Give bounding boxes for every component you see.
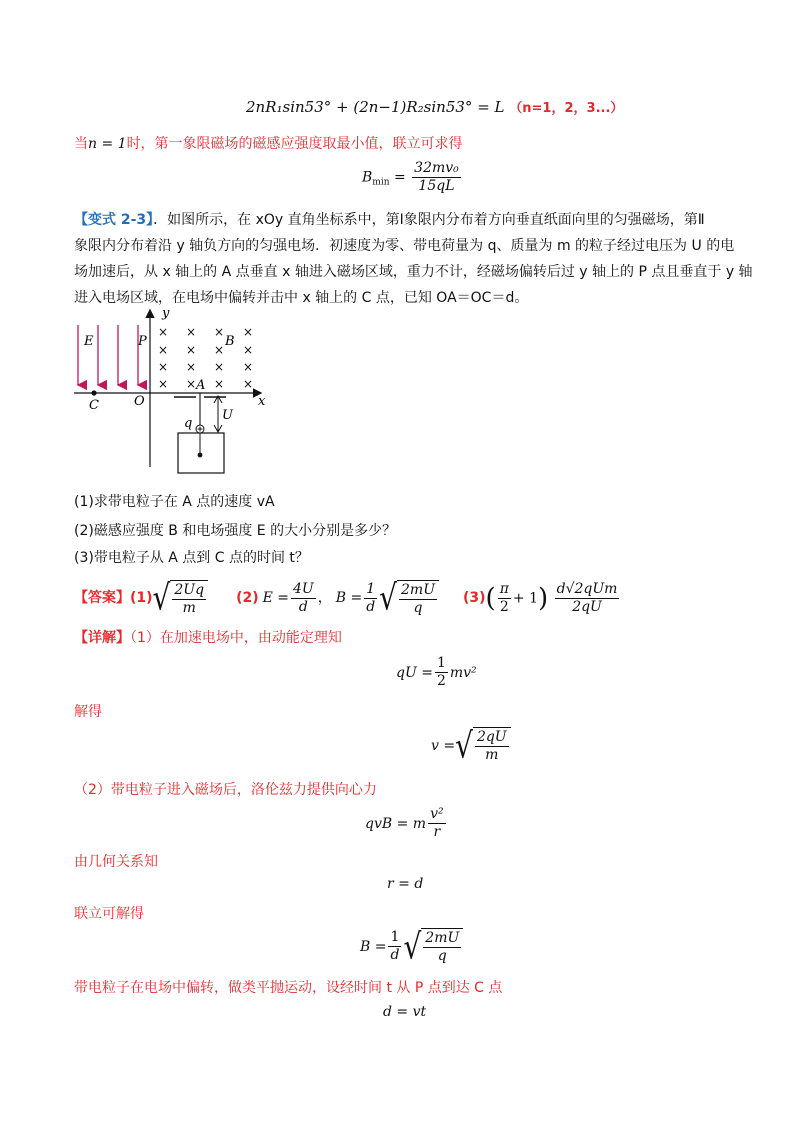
eq5-lhs: B = (360, 938, 387, 955)
label-c: C (89, 398, 99, 413)
bmin-fraction (412, 160, 461, 195)
field-x-mark: × (214, 360, 225, 374)
field-x-mark: × (158, 325, 169, 339)
field-x-mark: × (243, 360, 254, 374)
answer-p3-label: (3) (463, 590, 486, 606)
answer-p1-den: m (182, 599, 196, 616)
label-p: P (138, 334, 147, 349)
field-x-mark: × (186, 377, 197, 391)
field-x-mark: × (214, 325, 225, 339)
magnetic-field-marks (158, 325, 253, 391)
answer-tag: 【答案】 (74, 590, 130, 606)
equation-top-expr: 2nR₁sin53° + (2n−1)R₂sin53° = L (246, 98, 505, 116)
eq1-rhs: mv² (449, 664, 477, 681)
eq5-arg-den: q (437, 948, 447, 964)
answer-p1-num: 2Uq (174, 581, 205, 598)
answer-p2b-den: d (366, 598, 376, 615)
label-u: U (222, 408, 233, 423)
label-e: E (84, 334, 94, 349)
bmin-den: 15qL (418, 178, 455, 194)
answer-p2b-arg-den: q (413, 599, 423, 616)
detail-line-1 (74, 628, 342, 648)
detail-line-6: 带电粒子在电场中偏转，做类平抛运动，设经时间 t 从 P 点到达 C 点 (74, 980, 503, 996)
problem-line-3: 场加速后，从 x 轴上的 A 点垂直 x 轴进入磁场区域，重力不计，经磁场偏转后过 y 轴上的 P 点且垂直于 y 轴 (74, 264, 753, 280)
problem-line1-text: ．如图所示，在 xOy 直角坐标系中，第Ⅰ象限内分布着方向垂直纸面向里的匀强磁场，第Ⅱ (153, 212, 705, 228)
equation-top-note: （n=1，2，3...） (509, 101, 624, 116)
bmin-num: 32mv₀ (414, 160, 459, 176)
field-x-mark: × (243, 325, 254, 339)
field-x-mark: × (186, 325, 197, 339)
detail-s1: （1）在加速电场中，由动能定理知 (130, 630, 342, 646)
answer-p3-den: 2qU (572, 598, 602, 615)
answer-p2-label: (2) (236, 590, 259, 606)
answer-p2b-lhs: B = (335, 590, 363, 606)
eq2-den: m (485, 747, 499, 763)
question-2: (2)磁感应强度 B 和电场强度 E 的大小分别是多少？ (74, 523, 397, 539)
field-x-mark: × (186, 360, 197, 374)
answer-p3-plus: + 1 (512, 590, 538, 606)
bmin-lhs: B (362, 169, 373, 186)
equation-1 (396, 655, 477, 690)
eq1-num: 1 (436, 655, 446, 671)
problem-tag: 【变式 2-3】 (74, 212, 154, 228)
eq1-lhs: qU = (396, 664, 433, 681)
question-3: (3)带电粒子从 A 点到 C 点的时间 t？ (74, 550, 309, 566)
equation-3 (365, 806, 448, 841)
eq1-den: 2 (436, 673, 446, 689)
label-x: x (258, 394, 266, 409)
answer-p2b-num: 1 (364, 581, 377, 599)
eq5-arg-num: 2mU (425, 930, 460, 946)
problem-line-2: 象限内分布着沿 y 轴负方向的匀强电场．初速度为零、带电荷量为 q、质量为 m 的粒子经过电压为 U 的电 (74, 238, 735, 254)
physics-diagram (68, 305, 278, 480)
field-x-mark: × (158, 360, 169, 374)
answer-p3-expr: ( $\frac{\pi}{2}$ + 1) $\frac{\text{d√2qUm}}{2qU}$ (485, 580, 618, 615)
field-x-mark: × (243, 343, 254, 357)
answer-p2-lhs: E = (262, 590, 290, 606)
answer-p3-num: d√2qUm (556, 580, 618, 597)
eq2-num: 2qU (476, 729, 507, 745)
equation-4: r = d (387, 876, 424, 892)
label-a: A (196, 378, 206, 393)
equation-bmin: $B_{min}$ = $\frac{\text{32mv₀}}{15qL}$ (362, 160, 459, 194)
text-prefix: 当 (74, 136, 88, 152)
detail-line-3: （2）带电粒子进入磁场后，洛伦兹力提供向心力 (74, 782, 377, 798)
label-y: y (162, 306, 170, 321)
field-x-mark: × (158, 377, 169, 391)
equation-2: v = √ $\frac{2qU}{m}$ (431, 727, 511, 764)
eq3-lhs: qvB = m (365, 815, 427, 832)
answer-p2-den: d (298, 598, 308, 615)
field-x-mark: × (158, 343, 169, 357)
answer-p2b-fraction (364, 581, 377, 616)
answer-p2b-sqrt: √ $\frac{2mU}{q}$ (379, 580, 439, 617)
label-q: q (184, 416, 193, 431)
math-n-eq: n = 1 (88, 136, 127, 152)
answer-p2b-arg-num: 2mU (401, 581, 435, 598)
equation-top (246, 98, 623, 119)
answer-p1-label: (1) (130, 590, 153, 606)
bmin-sub: min (372, 177, 390, 188)
answer-p2-num: 4U (293, 580, 314, 597)
text-rest: 时，第一象限磁场的磁感应强度取最小值，联立可求得 (126, 136, 463, 152)
eq3-den: r (433, 824, 441, 840)
answer-p3-two: 2 (499, 598, 509, 615)
label-o: O (134, 394, 145, 409)
detail-line-2: 解得 (74, 704, 102, 720)
eq5-num: 1 (388, 929, 401, 947)
answer-p2-fraction (291, 581, 316, 616)
eq2-lhs: v = (431, 737, 456, 754)
text-when-n1 (74, 134, 463, 154)
eq5-den: d (390, 947, 400, 963)
field-x-mark: × (186, 343, 197, 357)
question-1: (1)求带电粒子在 A 点的速度 vA (74, 494, 275, 510)
equation-6: d = vt (383, 1004, 427, 1020)
point-c (91, 390, 96, 395)
detail-line-5: 联立可解得 (74, 906, 144, 922)
problem-line-4: 进入电场区域，在电场中偏转并击中 x 轴上的 C 点，已知 OA＝OC＝d。 (74, 290, 529, 306)
field-x-mark: × (214, 377, 225, 391)
equation-5: B = $\frac{1}{d}$ √ $\frac{2mU}{q}$ (360, 928, 463, 965)
eq3-num: v² (430, 806, 444, 822)
detail-line-4: 由几何关系知 (74, 854, 158, 870)
problem-line-1 (74, 210, 705, 230)
answer-p3-pi: π (499, 580, 509, 597)
answer-line (74, 578, 621, 618)
field-x-mark: × (214, 343, 225, 357)
field-x-mark: × (243, 377, 254, 391)
answer-p2-sep: ， (317, 590, 332, 606)
detail-tag: 【详解】 (74, 630, 130, 646)
answer-p1-sqrt: √ $\frac{2Uq}{m}$ (153, 580, 209, 617)
label-b: B (225, 334, 235, 349)
